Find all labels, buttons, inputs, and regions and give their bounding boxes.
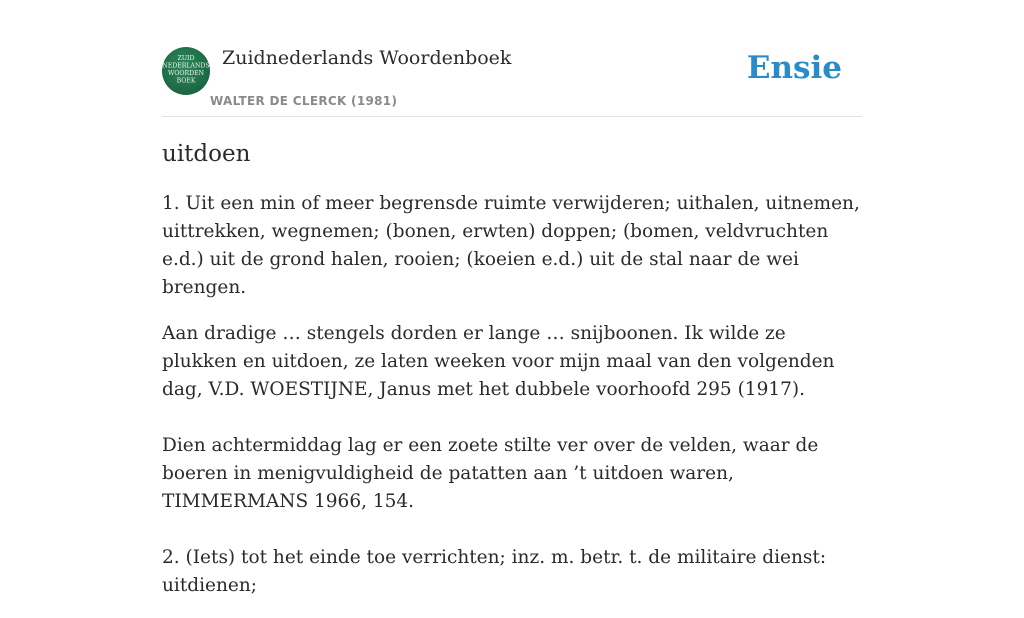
dictionary-logo[interactable] [162,47,210,95]
quote-2: Dien achtermiddag lag er een zoete stilte ver over de velden, waar de boeren in menigvuldigheid de patatten aan ’t uitdoen waren, TIMMERMANS 1966, 154. [162,435,819,512]
logo-text-line: BOEK [176,77,196,85]
definition-2: 2. (Iets) tot het einde toe verrichten; inz. m. betr. t. de militaire dienst: uitdienen; [162,547,827,596]
ensie-brand-logo[interactable]: Ensie [746,50,842,86]
logo-text-line: ZUID [177,55,195,62]
quote-1: Aan dradige … stengels dorden er lange … snijboonen. Ik wilde ze plukken en uitdoen, ze laten weeken voor mijn maal van den volgenden dag, V.D. WOESTIJNE, Janus met het dubbele voorhoofd 295 (1917). [162,323,835,400]
entry-content [162,138,862,618]
entry-headword: uitdoen [162,141,251,167]
dictionary-author: WALTER DE CLERCK (1981) [210,94,398,108]
definition-1: 1. Uit een min of meer begrensde ruimte verwijderen; uithalen, uitnemen, uittrekken, wegnemen; (bonen, erwten) doppen; (bomen, veldvruchten e.d.) uit de grond halen, rooien; (koeien e.d.) uit de stal naar de wei brengen. [162,193,860,298]
logo-text-line: NEDERLANDS [162,62,210,70]
logo-text-line: WOORDEN [167,70,205,77]
dictionary-title[interactable]: Zuidnederlands Woordenboek [222,47,512,69]
site-header [162,44,862,117]
dictionary-logo-icon [162,47,210,95]
